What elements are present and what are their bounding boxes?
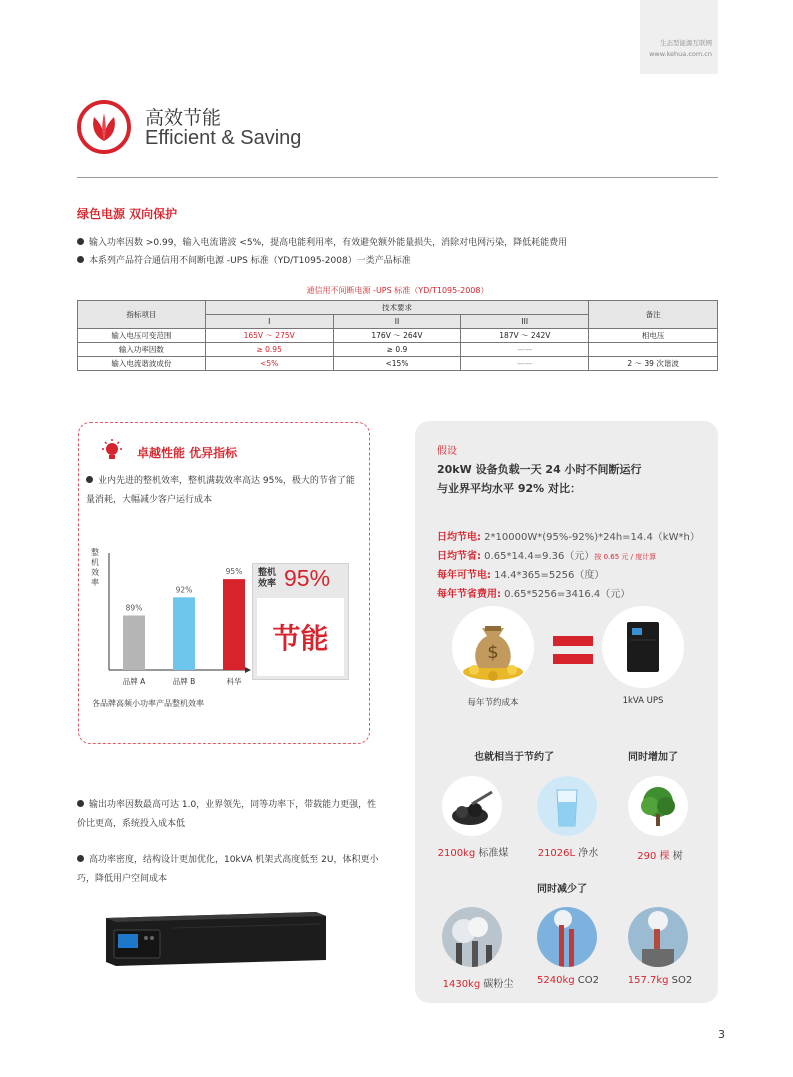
dust-stat: 1430kg 碳粉尘 [442, 979, 514, 990]
page-title-en: Efficient & Saving [145, 127, 302, 149]
bullet-dot [77, 238, 84, 245]
chart-value-label: 95% [225, 567, 243, 577]
reduced-heading: 同时减少了 [537, 884, 587, 895]
assumption-line-2: 与业界平均水平 92% 对比： [437, 482, 581, 495]
co2-chimney-icon [537, 907, 597, 967]
svg-text:$: $ [487, 642, 499, 663]
co2-stat: 5240kg CO2 [537, 975, 599, 986]
money-bag-icon [452, 606, 534, 688]
intro-bullet-1: 输入功率因数 >0.99，输入电流谐波 <5%，提高电能利用率，有效避免额外能量损失，消除对电网污染，降低耗能费用 [77, 235, 567, 248]
chart-caption: 各品牌高频小功率产品整机效率 [92, 699, 204, 708]
added-heading: 同时增加了 [628, 752, 678, 763]
efficiency-chart [85, 545, 255, 695]
col-header-note: 备注 [589, 301, 718, 329]
money-caption: 每年节约成本 [467, 698, 519, 708]
so2-stat: 157.7kg SO2 [627, 975, 693, 986]
bullet-dot [77, 855, 84, 862]
chart-bar [173, 597, 195, 670]
rack-ups-image [102, 906, 328, 972]
chart-value-label: 89% [125, 603, 143, 613]
spec-table [77, 300, 718, 371]
brand-url: www.kehua.com.cn [649, 50, 712, 58]
equals-icon-bottom [553, 654, 593, 664]
chart-bar [123, 615, 145, 670]
lightbulb-icon [99, 438, 125, 468]
page-number: 3 [718, 1028, 725, 1041]
brand-tag [640, 0, 718, 74]
intro-bullet-2: 本系列产品符合通信用不间断电源 -UPS 标准（YD/T1095-2008）一类产品标准 [77, 253, 411, 266]
table-row: 输入功率因数 ≥ 0.95 ≥ 0.9 —— [78, 343, 718, 357]
saved-heading: 也就相当于节约了 [474, 752, 554, 763]
chart-value-label: 92% [175, 585, 193, 595]
calc-line: 每年节省费用: 0.65*5256=3416.4（元） [437, 589, 631, 600]
water-stat: 21026L 净水 [537, 848, 599, 859]
dust-icon [442, 907, 502, 967]
assumption-label: 假设 [437, 446, 457, 457]
chart-category-label: 品牌 A [122, 677, 146, 686]
bullet-dot [77, 256, 84, 263]
page-title-cn: 高效节能 [145, 107, 222, 129]
saving-label: 节能 [272, 622, 329, 655]
calc-line: 日均节省: 0.65*14.4=9.36（元）按 0.65 元 / 度计算 [437, 551, 657, 562]
water-glass-icon [537, 776, 597, 836]
table-row: 输入电流谐波成份 <5% <15% —— 2 ～ 39 次谐波 [78, 357, 718, 371]
section-title: 绿色电源 双向保护 [77, 207, 178, 221]
so2-chimney-icon [628, 907, 688, 967]
level-header: III [461, 315, 589, 329]
level-header: I [205, 315, 333, 329]
brand-slogan: 生态型能源互联网 [660, 39, 712, 47]
tree-icon [628, 776, 688, 836]
level-header: II [333, 315, 461, 329]
bullet-dot [86, 476, 93, 483]
ups-icon [602, 606, 684, 688]
col-header-req: 技术要求 [205, 301, 588, 315]
chart-bar [223, 579, 245, 670]
coal-stat: 2100kg 标准煤 [437, 848, 509, 859]
chart-ylabel: 整 机 效 率 [91, 548, 99, 587]
efficiency-label: 整机效率 [258, 568, 277, 589]
ups-caption: 1kVA UPS [622, 696, 664, 706]
col-header-item: 指标项目 [78, 301, 206, 329]
chart-category-label: 品牌 B [172, 677, 196, 686]
lower-bullet-1: 输出功率因数最高可达 1.0，业界领先，同等功率下，带载能力更强，性价比更高，系统投入成本低 [77, 800, 377, 829]
equals-icon-top [553, 636, 593, 646]
bullet-dot [77, 800, 84, 807]
leaf-icon [77, 100, 131, 154]
chart-category-label: 科华 [226, 677, 242, 686]
assumption-line-1: 20kW 设备负载一天 24 小时不间断运行 [437, 463, 642, 476]
x-axis-arrow [245, 667, 251, 673]
calc-line: 每年可节电: 14.4*365=5256（度） [437, 570, 605, 581]
performance-title: 卓越性能 优异指标 [137, 446, 238, 460]
table-caption: 通信用不间断电源 -UPS 标准（YD/T1095-2008） [306, 286, 489, 295]
efficiency-value: 95% [284, 565, 331, 591]
coal-icon [442, 776, 502, 836]
tree-stat: 290 棵 树 [637, 851, 683, 862]
table-row: 输入电压可变范围 165V ～ 275V 176V ～ 264V 187V ～ 242V 相电压 [78, 329, 718, 343]
lower-bullet-2: 高功率密度，结构设计更加优化，10kVA 机架式高度低至 2U，体积更小巧，降低用户空间成本 [77, 855, 379, 884]
calc-line: 日均节电: 2*10000W*(95%-92%)*24h=14.4（kW*h） [437, 532, 700, 543]
performance-text: 业内先进的整机效率，整机满载效率高达 95%，极大的节省了能量消耗，大幅减少客户运行成本 [86, 476, 355, 505]
header-divider [77, 177, 718, 178]
